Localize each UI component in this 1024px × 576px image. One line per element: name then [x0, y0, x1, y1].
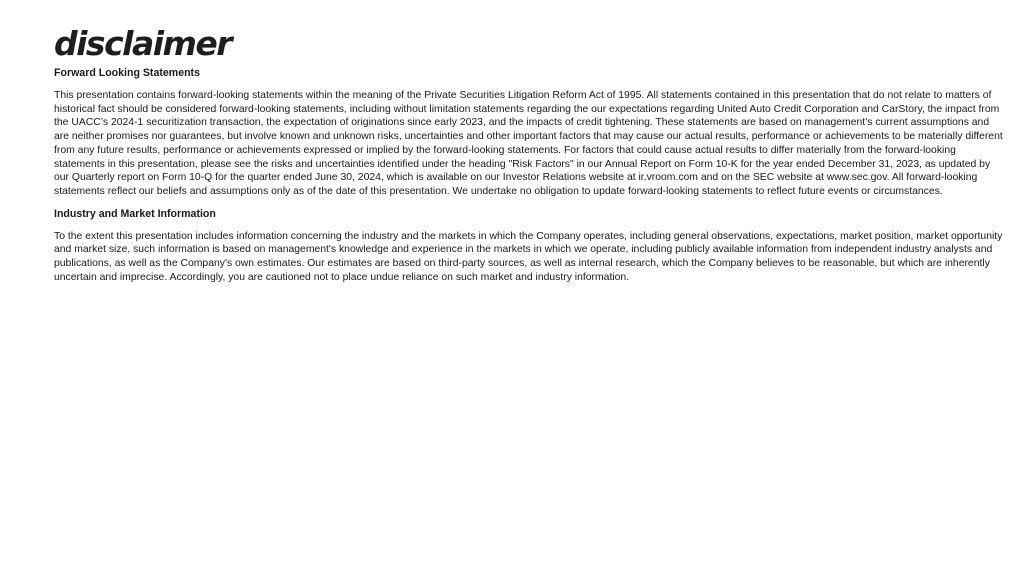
forward-looking-section	[54, 67, 1004, 199]
forward-looking-body: This presentation contains forward-looking statements within the meaning of the Private Securities Litigation Reform Act of 1995. All statements contained in this presentation that do not relate to matters of historical fact should be considered forward-looking statements, including without limitation statements regarding the our expectations regarding United Auto Credit Corporation and CarStory, the impact from the UACC’s 2024-1 securitization transaction, the expectation of originations since early 2023, and the impacts of credit tightening. These statements are based on management’s current assumptions and are neither promises nor guarantees, but involve known and unknown risks, uncertainties and other important factors that may cause our actual results, performance or achievements to be materially different from any future results, performance or achievements expressed or implied by the forward-looking statements. For factors that could cause actual results to differ materially from the forward-looking statements in this presentation, please see the risks and uncertainties identified under the heading "Risk Factors" in our Annual Report on Form 10-K for the year ended December 31, 2023, as updated by our Quarterly report on Form 10-Q for the quarter ended June 30, 2024, which is available on our Investor Relations website at ir.vroom.com and on the SEC website at www.sec.gov. All forward-looking statements reflect our beliefs and assumptions only as of the date of this presentation. We undertake no obligation to update forward-looking statements to reflect future events or circumstances.	[54, 90, 1003, 197]
industry-market-heading: Industry and Market Information	[54, 207, 216, 220]
forward-looking-heading: Forward Looking Statements	[54, 67, 200, 79]
disclaimer-slide	[54, 26, 1004, 284]
industry-market-section	[54, 208, 1004, 285]
industry-market-body: To the extent this presentation includes information concerning the industry and the markets in which the Company operates, including general observations, expectations, market position, market opportunity and market size, such information is based on management's knowledge and experience in the markets in which we operate, including publicly available information from independent industry analysts and publications, as well as the Company's own estimates. Our estimates are based on third-party sources, as well as internal research, which the Company believes to be reasonable, but which are inherently uncertain and imprecise. Accordingly, you are cautioned not to place undue reliance on such market and industry information.	[54, 230, 1003, 283]
page-title: disclaimer	[54, 24, 232, 63]
